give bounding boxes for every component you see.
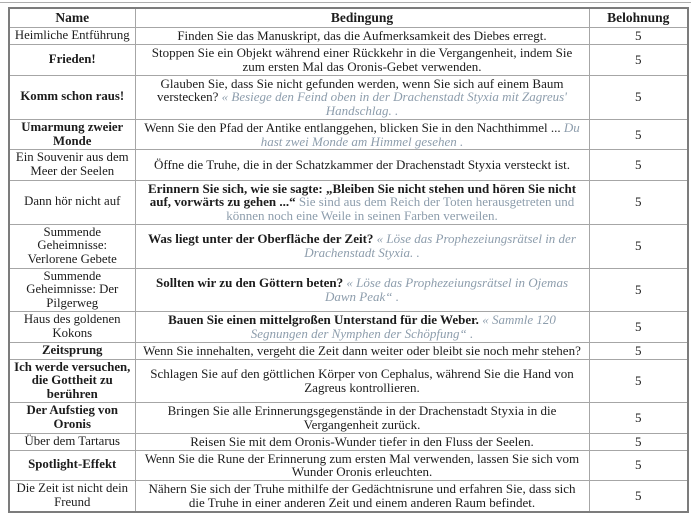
reward-cell: 5 [589, 403, 688, 434]
reward-cell: 5 [589, 150, 688, 180]
condition-cell [135, 119, 589, 150]
condition-segment: « Löse das Prophezeiungsrätsel in der Drachenstadt Styxia. . [304, 231, 576, 261]
table-row [9, 224, 688, 268]
table-row [9, 481, 688, 512]
achievement-name-cell: Haus des goldenen Kokons [9, 312, 135, 343]
top-rule-divider [0, 2, 691, 3]
condition-cell [135, 481, 589, 512]
header-name: Name [9, 8, 135, 28]
condition-cell [135, 268, 589, 312]
table-row [9, 119, 688, 150]
achievement-name-cell: Der Aufstieg von Oronis [9, 403, 135, 434]
condition-segment: Nähern Sie sich der Truhe mithilfe der Gedächtnisrune und erfahren Sie, dass sich die Truhe in einer anderen Zeit und einem anderen Raum befindet. [148, 481, 576, 510]
table-row [9, 312, 688, 343]
header-reward: Belohnung [589, 8, 688, 28]
condition-segment: Erinnern Sie sich, wie sie sagte: „Bleiben Sie nicht stehen und hören Sie nicht auf, vorwärts zu gehen ...“ [147, 180, 577, 210]
reward-cell: 5 [589, 28, 688, 45]
header-row [9, 8, 688, 28]
condition-cell [135, 342, 589, 359]
achievement-name-cell: Summende Geheimnisse: Verlorene Gebete [9, 224, 135, 268]
table-body [9, 28, 688, 512]
condition-cell [135, 28, 589, 45]
table-row [9, 150, 688, 180]
achievement-name-cell: Über dem Tartarus [9, 433, 135, 450]
achievement-name-cell: Frieden! [9, 45, 135, 76]
achievement-name-cell: Zeitsprung [9, 342, 135, 359]
condition-segment: Was liegt unter der Oberfläche der Zeit? [148, 231, 377, 247]
page [0, 2, 691, 510]
achievement-name-cell: Ein Souvenir aus dem Meer der Seelen [9, 150, 135, 180]
table-row [9, 28, 688, 45]
condition-cell [135, 450, 589, 481]
condition-segment: Wenn Sie die Rune der Erinnerung zum ersten Mal verwenden, lassen Sie sich vom Wunder Oronis erleuchten. [144, 450, 580, 480]
reward-cell: 5 [589, 268, 688, 312]
condition-cell [135, 312, 589, 343]
condition-cell [135, 359, 589, 403]
table-row [9, 359, 688, 403]
table-row [9, 403, 688, 434]
condition-cell [135, 150, 589, 180]
achievement-name-cell: Spotlight-Effekt [9, 450, 135, 481]
condition-cell [135, 433, 589, 450]
condition-cell [135, 224, 589, 268]
condition-segment: Finden Sie das Manuskript, das die Aufmerksamkeit des Diebes erregt. [177, 28, 547, 44]
condition-segment: Schlagen Sie auf den göttlichen Körper von Cephalus, während Sie die Hand von Zagreus kontrollieren. [150, 366, 574, 395]
condition-segment: Sollten wir zu den Göttern beten? [155, 275, 347, 291]
condition-segment: Du hast zwei Monde am Himmel gesehen . [260, 119, 580, 149]
reward-cell: 5 [589, 342, 688, 359]
table-row [9, 433, 688, 450]
header-condition: Bedingung [135, 8, 589, 28]
reward-cell: 5 [589, 312, 688, 343]
table-row [9, 45, 688, 76]
table-row [9, 180, 688, 224]
condition-cell [135, 75, 589, 119]
reward-cell: 5 [589, 119, 688, 150]
achievement-name-cell: Die Zeit ist nicht dein Freund [9, 481, 135, 512]
reward-cell: 5 [589, 450, 688, 481]
achievement-name-cell: Summende Geheimnisse: Der Pilgerweg [9, 268, 135, 312]
reward-cell: 5 [589, 359, 688, 403]
condition-cell [135, 45, 589, 76]
condition-segment: « Löse das Prophezeiungsrätsel in Ojemas Dawn Peak“ . [324, 275, 569, 304]
condition-segment: Bringen Sie alle Erinnerungsgegenstände in der Drachenstadt Styxia in die Vergangenheit zurück. [167, 403, 557, 432]
achievement-name-cell: Umarmung zweier Monde [9, 119, 135, 150]
table-row [9, 450, 688, 481]
condition-segment: Öffne die Truhe, die in der Schatzkammer der Drachenstadt Styxia versteckt ist. [153, 157, 570, 173]
reward-cell: 5 [589, 481, 688, 512]
achievements-table [8, 7, 689, 513]
reward-cell: 5 [589, 180, 688, 224]
achievement-name-cell: Heimliche Entführung [9, 28, 135, 45]
condition-segment: Sie sind aus dem Reich der Toten herausgetreten und können noch eine Weile in seinen Farben verweilen. [226, 194, 575, 224]
condition-segment: Stoppen Sie ein Objekt während einer Rückkehr in die Vergangenheit, indem Sie zum ersten Mal das Oronis-Gebet verwenden. [151, 45, 573, 74]
table-row [9, 75, 688, 119]
achievement-name-cell: Dann hör nicht auf [9, 180, 135, 224]
condition-segment: Wenn Sie innehalten, vergeht die Zeit dann weiter oder bleibt sie noch mehr stehen? [143, 342, 581, 358]
condition-segment: « Sammle 120 Segnungen der Nymphen der Schöpfung“ . [250, 312, 556, 341]
achievement-name-cell: Komm schon raus! [9, 75, 135, 119]
condition-segment: « Besiege den Feind oben in der Drachenstadt Styxia mit Zagreus' Handschlag. . [221, 89, 567, 119]
condition-segment: Wenn Sie den Pfad der Antike entlanggehen, blicken Sie in den Nachthimmel ... [144, 119, 564, 135]
condition-segment: Reisen Sie mit dem Oronis-Wunder tiefer in den Fluss der Seelen. [190, 433, 534, 449]
reward-cell: 5 [589, 75, 688, 119]
condition-cell [135, 403, 589, 434]
condition-segment: Bauen Sie einen mittelgroßen Unterstand für die Weber. [168, 312, 483, 328]
reward-cell: 5 [589, 224, 688, 268]
table-row [9, 268, 688, 312]
achievement-name-cell: Ich werde versuchen, die Gottheit zu berühren [9, 359, 135, 403]
condition-cell [135, 180, 589, 224]
table-row [9, 342, 688, 359]
reward-cell: 5 [589, 433, 688, 450]
reward-cell: 5 [589, 45, 688, 76]
condition-segment: Glauben Sie, dass Sie nicht gefunden werden, wenn Sie sich auf einem Baum verstecken? [157, 75, 564, 105]
